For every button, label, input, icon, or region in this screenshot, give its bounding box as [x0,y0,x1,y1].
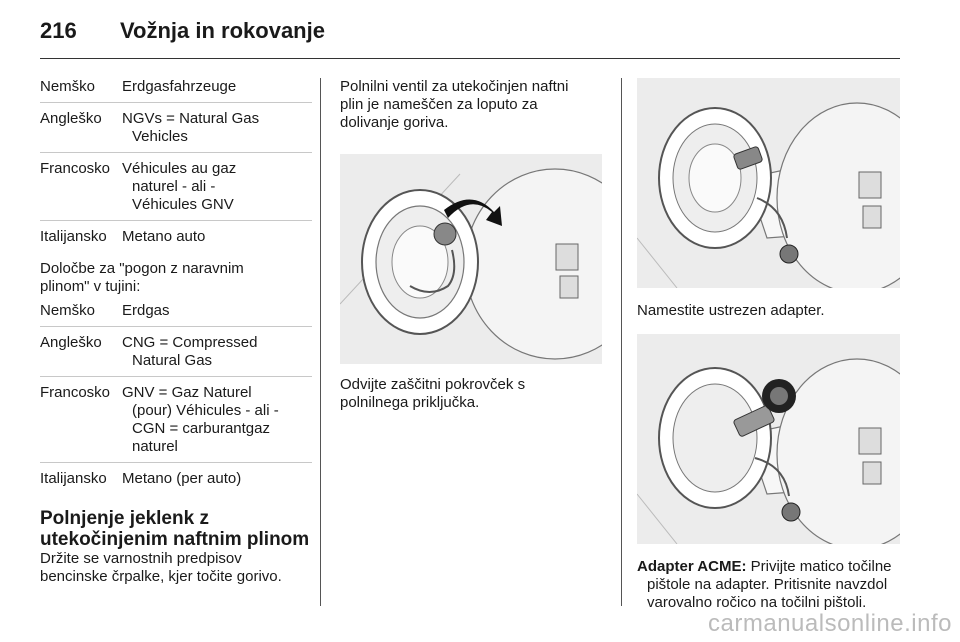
table-row [40,228,312,252]
term-line: (pour) Véhicules - ali - [132,402,279,419]
section-heading [40,508,312,550]
term-line: CNG = Compressed [122,334,258,351]
table-row [40,78,312,103]
term-line: Vehicles [132,128,188,145]
language-label: Italijansko [40,470,107,487]
text-line: polnilnega priključka. [340,394,480,411]
column-divider-2 [621,78,622,606]
adapter-label: Adapter ACME: [637,558,747,575]
heading-line: utekočinjenim naftnim plinom [40,529,310,550]
language-label: Italijansko [40,228,107,245]
table-row [40,334,312,377]
table-row [40,302,312,327]
term-table-1 [40,78,312,252]
term-line: Véhicules GNV [132,196,234,213]
term-value [122,228,312,246]
term-value [122,470,312,488]
text-line: Določbe za "pogon z naravnim [40,260,244,277]
term-line: naturel - ali - [132,178,216,195]
text-line: bencinske črpalke, kjer točite gorivo. [40,568,282,585]
term-table-2 [40,302,312,494]
term-line: Metano auto [122,228,206,245]
page-number: 216 [40,18,77,43]
term-line: naturel [132,438,178,455]
illustration-nozzle-adapter [637,334,900,544]
term-value [122,302,312,320]
caption-install-adapter: Namestite ustrezen adapter. [637,302,825,319]
page-header [40,18,325,44]
illustration-adapter-fitting [637,78,900,288]
text-line: Držite se varnostnih predpisov [40,550,242,567]
term-line: Natural Gas [132,352,213,369]
table-row [40,470,312,494]
text-line: plin je nameščen za loputo za [340,96,538,113]
term-value [122,384,312,456]
heading-line: Polnjenje jeklenk z [40,508,209,529]
language-label: Francosko [40,160,111,177]
intro-text [340,78,602,132]
table-row [40,384,312,463]
text-line: Privijte matico točilne [746,558,892,575]
text-line: Odvijte zaščitni pokrovček s [340,376,526,393]
column-2 [340,78,602,412]
term-value [122,334,312,370]
term-value [122,78,312,96]
language-label: Angleško [40,334,102,351]
page-title: Vožnja in rokovanje [120,18,325,43]
text-line: dolivanje goriva. [340,114,449,131]
table-row [40,160,312,221]
watermark-text: carmanualsonline.info [708,610,952,637]
term-value [122,110,312,146]
language-label: Angleško [40,110,102,127]
term-line: Erdgas [122,302,170,319]
term-value [122,160,312,214]
term-line: NGVs = Natural Gas [122,110,260,127]
language-label: Francosko [40,384,111,401]
language-label: Nemško [40,78,96,95]
text-line: pištole na adapter. Pritisnite navzdol [647,576,888,593]
language-label: Nemško [40,302,96,319]
term-line: CGN = carburantgaz [132,420,270,437]
column-1 [40,78,312,586]
table-row [40,110,312,153]
intro-paragraph [40,260,312,296]
text-line: Polnilni ventil za utekočinjen naftni [340,78,569,95]
term-line: Erdgasfahrzeuge [122,78,237,95]
term-line: Véhicules au gaz [122,160,237,177]
illustration-unscrew-cap [340,154,602,364]
term-line: GNV = Gaz Naturel [122,384,252,401]
caption-unscrew-cap [340,376,602,412]
text-line: plinom" v tujini: [40,278,141,295]
header-rule [40,58,900,59]
column-divider-1 [320,78,321,606]
term-line: Metano (per auto) [122,470,242,487]
text-line: varovalno ročico na točilni pištoli. [647,594,867,611]
section-body [40,550,312,586]
column-3 [637,78,902,612]
caption-nozzle [637,558,902,612]
